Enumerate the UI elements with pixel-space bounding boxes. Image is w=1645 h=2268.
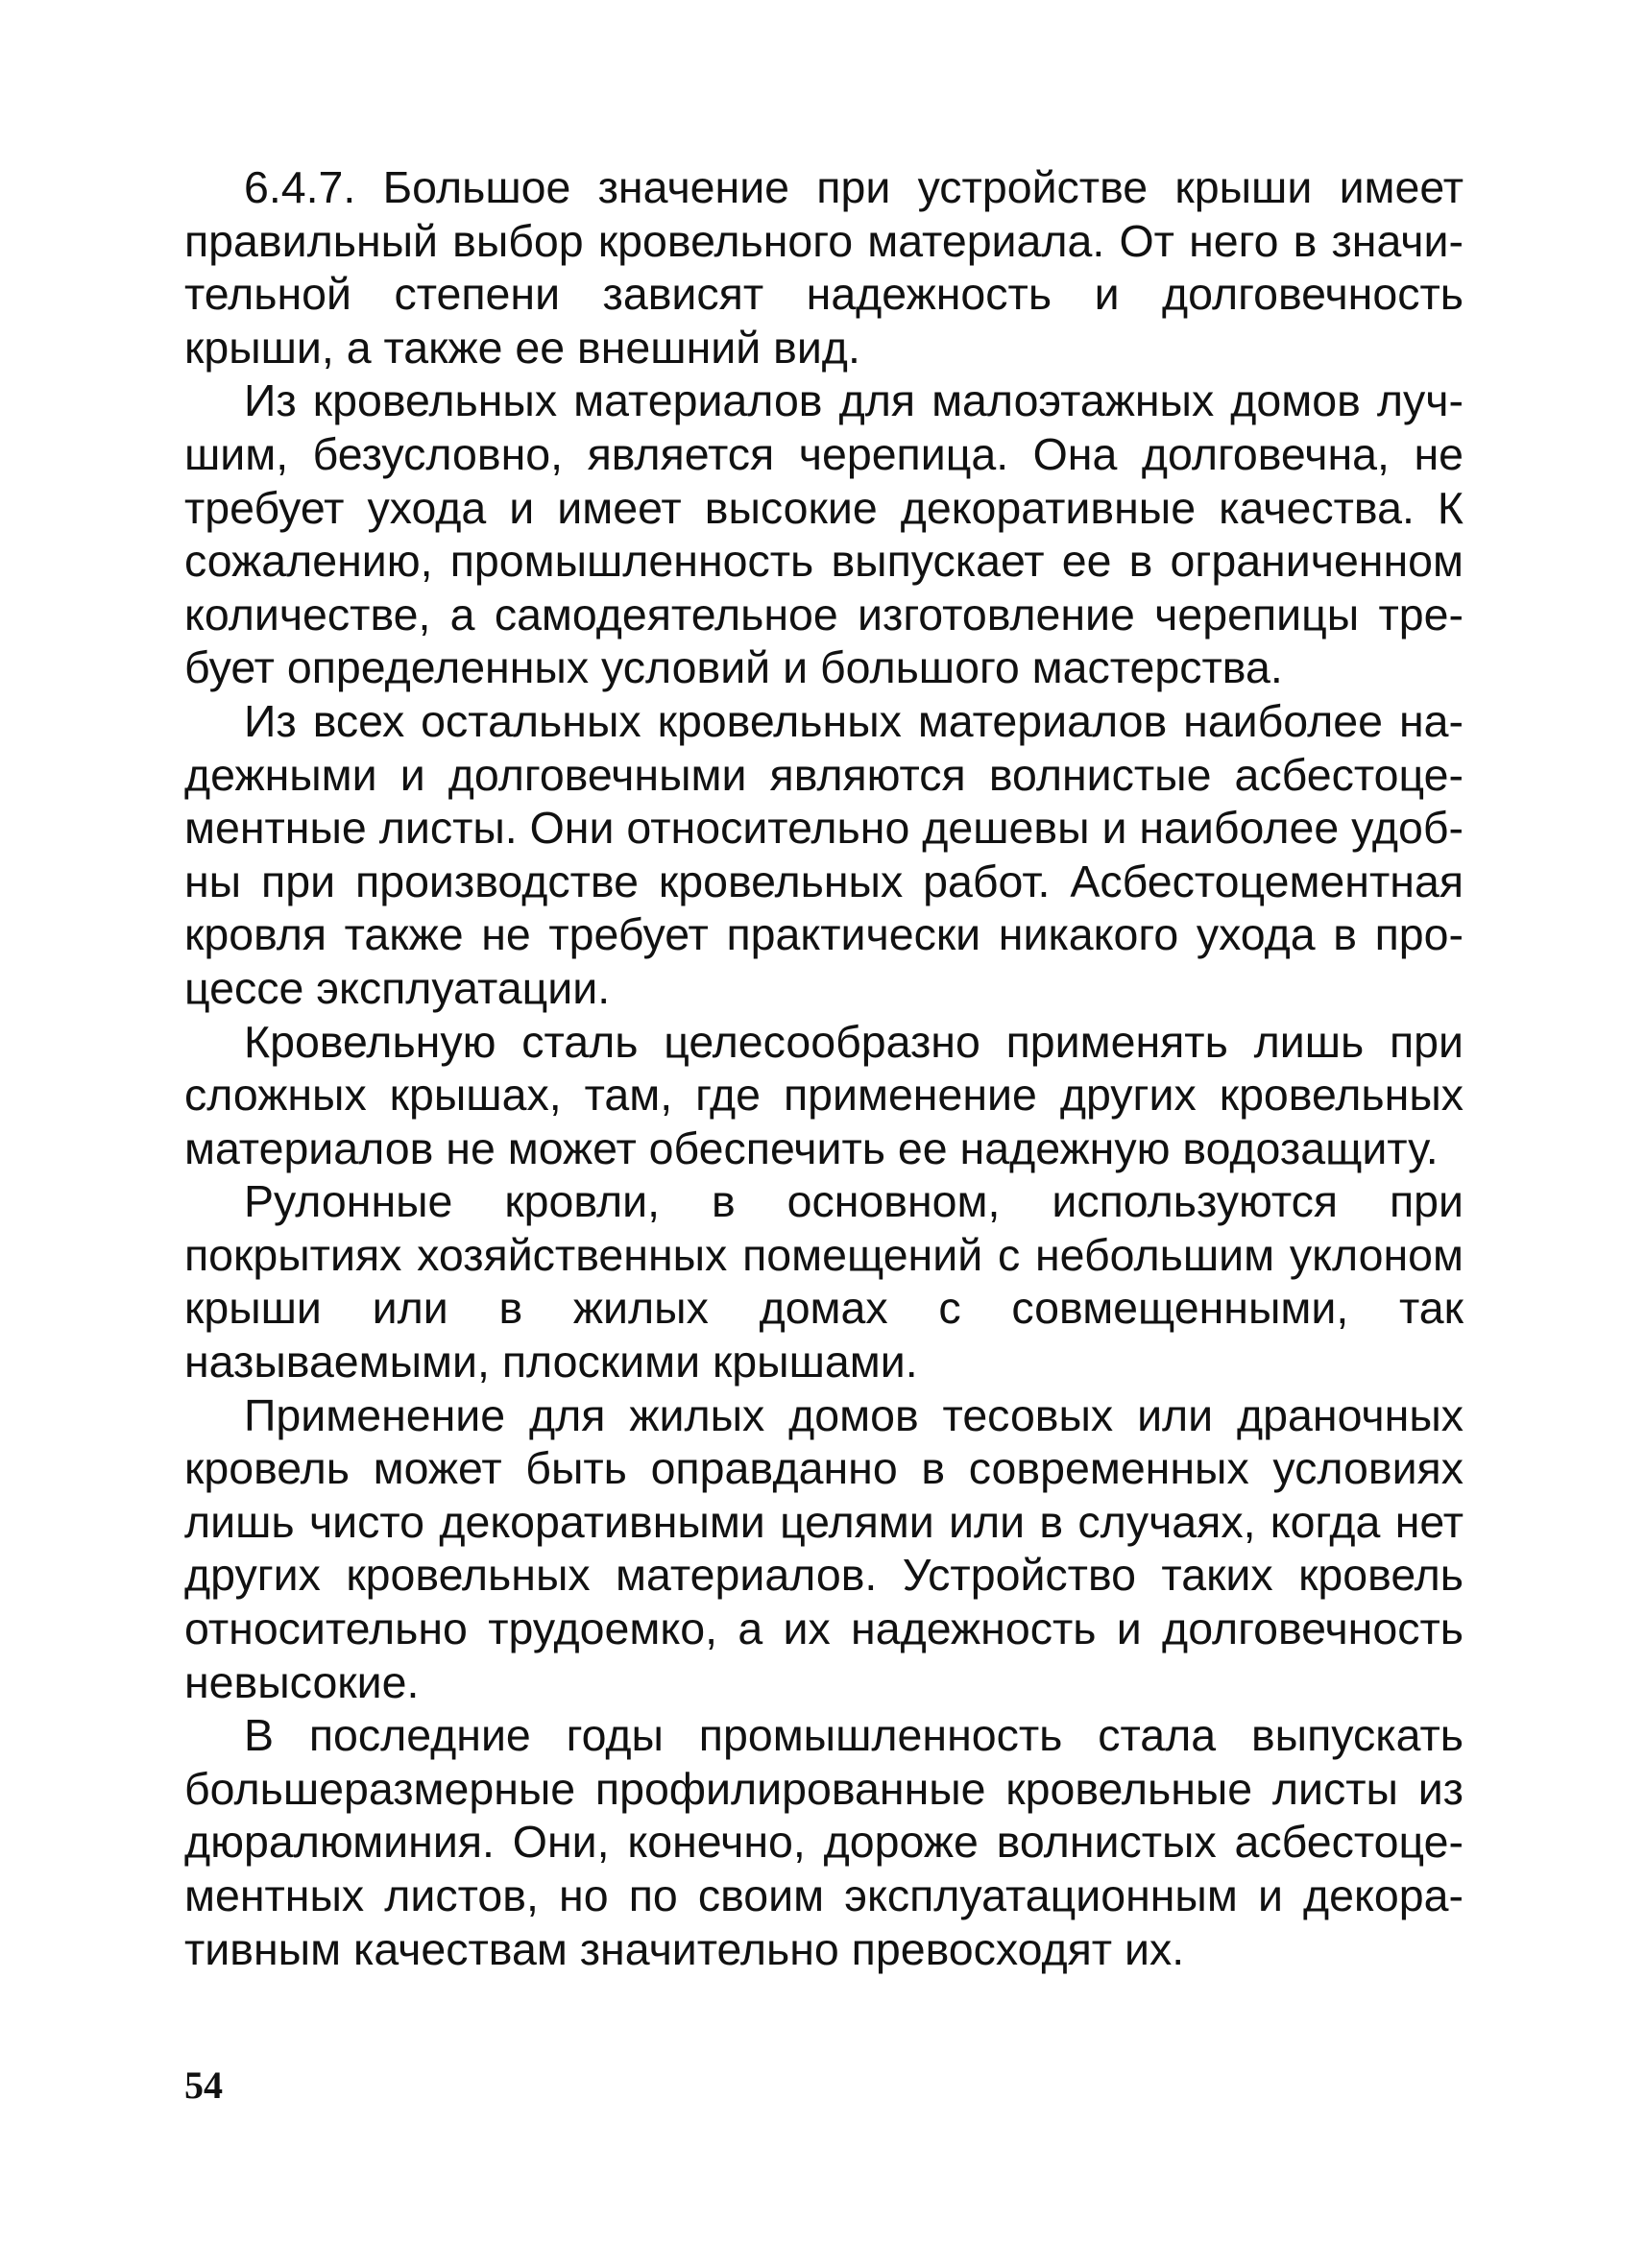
paragraph-roofing-material-choice: 6.4.7. Большое значение при устройстве крыши имеет правильный выбор кровельного материала. От него в значительной степени зависят надежность и долговечность крыши, а также ее внешний вид. xyxy=(184,162,1464,373)
page-number: 54 xyxy=(184,2063,223,2107)
paragraph-rolled-roofing: Рулонные кровли, в основном, используются при покрытиях хозяйственных помещений с небольшим уклоном крыши или в жилых домах с совмещенными, так называемыми, плоскими крышами. xyxy=(184,1176,1464,1387)
body-text xyxy=(184,161,1464,1976)
paragraph-duralumin-sheets: В последние годы промышленность стала выпускать большеразмерные профилированные кровельные листы из дюралюминия. Они, конечно, дороже волнистых асбестоцементных листов, но по своим эксплуатационным и декоративным качествам значительно превосходят их. xyxy=(184,1710,1464,1974)
paragraph-tile: Из кровельных материалов для малоэтажных домов лучшим, безусловно, является черепица. Она долговечна, не требует ухода и имеет высокие декоративные качества. К сожалению, промышленность выпускает ее в ограниченном количестве, а самодеятельное изготовление черепицы требует определенных условий и большого мастерства. xyxy=(184,375,1464,693)
paragraph-asbestos-cement: Из всех остальных кровельных материалов наиболее надежными и долговечными являются волнистые асбестоцементные листы. Они относительно дешевы и наиболее удобны при производстве кровельных работ. Асбестоцементная кровля также не требует практически никакого ухода в процессе эксплуатации. xyxy=(184,695,1464,1013)
paragraph-wooden-roofing: Применение для жилых домов тесовых или драночных кровель может быть оправданно в современных условиях лишь чисто декоративными целями или в случаях, когда нет других кровельных материалов. Устройство таких кровель относительно трудоемко, а их надежность и долговечность невысокие. xyxy=(184,1389,1464,1707)
paragraph-roofing-steel: Кровельную сталь целесообразно применять лишь при сложных крышах, там, где применение других кровельных материалов не может обеспечить ее надежную водозащиту. xyxy=(184,1016,1464,1173)
